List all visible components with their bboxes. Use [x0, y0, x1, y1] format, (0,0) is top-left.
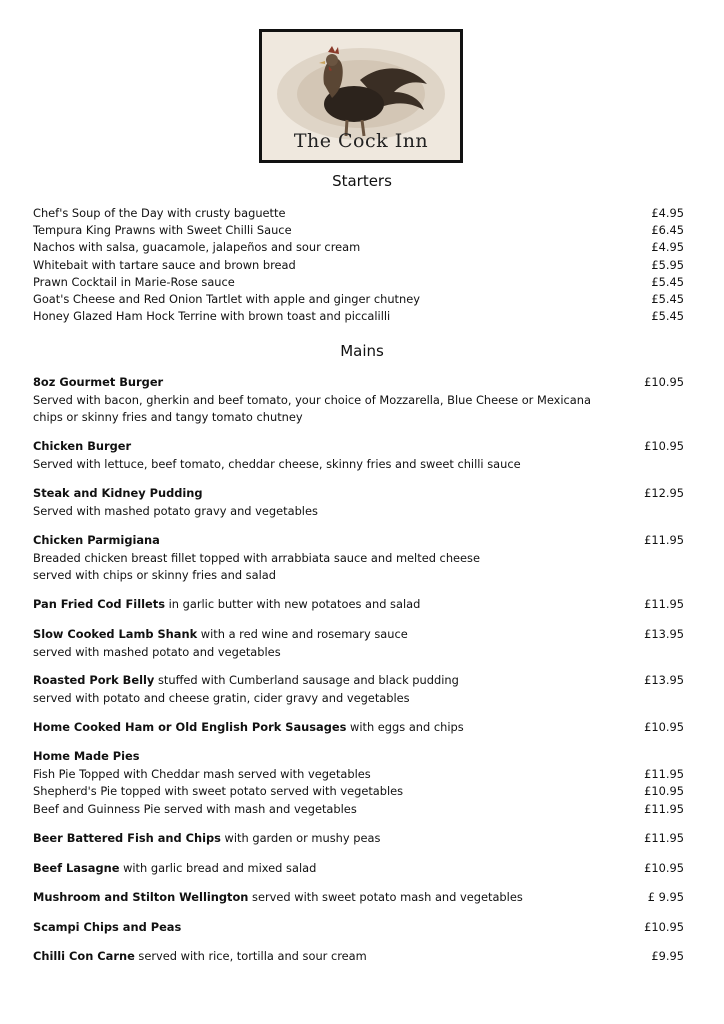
price: £13.95 [644, 627, 684, 641]
price: £5.45 [651, 292, 684, 306]
main-item-scampi: Scampi Chips and Peas £10.95 [33, 919, 684, 937]
price: £11.95 [644, 831, 684, 845]
price: £5.45 [651, 275, 684, 289]
price: £4.95 [651, 206, 684, 220]
starter-item: Whitebait with tartare sauce and brown bread £5.95 [33, 257, 684, 275]
price: £11.95 [644, 597, 684, 611]
starter-item: Prawn Cocktail in Marie-Rose sauce £5.45 [33, 274, 684, 292]
price: £4.95 [651, 240, 684, 254]
price: £5.45 [651, 309, 684, 323]
price: £5.95 [651, 258, 684, 272]
main-item-chicken-burger: Chicken Burger £10.95 Served with lettuce, beef tomato, cheddar cheese, skinny fries and sweet chilli sauce [33, 439, 684, 471]
logo [259, 29, 463, 163]
price: £ 9.95 [647, 890, 684, 904]
price: £12.95 [644, 486, 684, 500]
price: £10.95 [644, 720, 684, 734]
price: £10.95 [644, 920, 684, 934]
main-item-lasagne: Beef Lasagne with garlic bread and mixed salad £10.95 [33, 860, 684, 878]
price: £11.95 [644, 801, 684, 816]
main-item-chilli: Chilli Con Carne served with rice, tortilla and sour cream £9.95 [33, 948, 684, 966]
main-item-parmigiana: Chicken Parmigiana £11.95 Breaded chicken breast fillet topped with arrabbiata sauce and melted cheese served with chips or skinny fries and salad [33, 533, 684, 582]
price: £11.95 [644, 533, 684, 547]
main-item-steak-pudding: Steak and Kidney Pudding £12.95 Served with mashed potato gravy and vegetables [33, 486, 684, 518]
price: £10.95 [644, 439, 684, 453]
price: £6.45 [651, 223, 684, 237]
main-item-burger: 8oz Gourmet Burger £10.95 Served with bacon, gherkin and beef tomato, your choice of Mozzarella, Blue Cheese or Mexicana chips or skinny fries and tangy tomato chutney [33, 375, 684, 424]
main-item-pies: Home Made Pies Fish Pie Topped with Cheddar mash served with vegetables £11.95 Shepherd's Pie topped with sweet potato served with vegetables £10.95 Beef and Guinness Pie served with mash and vegetables £11.95 [33, 748, 684, 818]
main-item-wellington: Mushroom and Stilton Wellington served with sweet potato mash and vegetables £ 9.95 [33, 889, 684, 907]
main-item-pork-belly: Roasted Pork Belly stuffed with Cumberland sausage and black pudding £13.95 served with potato and cheese gratin, cider gravy and vegetables [33, 673, 684, 705]
starter-item: Goat's Cheese and Red Onion Tartlet with apple and ginger chutney £5.45 [33, 291, 684, 309]
price: £10.95 [644, 784, 684, 798]
main-item-cod: Pan Fried Cod Fillets in garlic butter with new potatoes and salad £11.95 [33, 596, 684, 614]
starter-item: Tempura King Prawns with Sweet Chilli Sauce £6.45 [33, 222, 684, 240]
price: £10.95 [644, 375, 684, 389]
mains-heading: Mains [340, 342, 384, 360]
starter-item: Chef's Soup of the Day with crusty baguette £4.95 [33, 205, 684, 223]
main-item-lamb: Slow Cooked Lamb Shank with a red wine and rosemary sauce £13.95 served with mashed potato and vegetables [33, 627, 684, 659]
main-item-fish-chips: Beer Battered Fish and Chips with garden or mushy peas £11.95 [33, 830, 684, 848]
starter-item: Honey Glazed Ham Hock Terrine with brown toast and piccalilli £5.45 [33, 308, 684, 326]
starter-item: Nachos with salsa, guacamole, jalapeños and sour cream £4.95 [33, 239, 684, 257]
logo-text: The Cock Inn [293, 130, 429, 152]
starters-heading: Starters [332, 172, 392, 190]
price: £13.95 [644, 673, 684, 687]
main-item-ham: Home Cooked Ham or Old English Pork Sausages with eggs and chips £10.95 [33, 719, 684, 737]
price: £9.95 [651, 949, 684, 963]
price: £10.95 [644, 861, 684, 875]
price: £11.95 [644, 766, 684, 781]
